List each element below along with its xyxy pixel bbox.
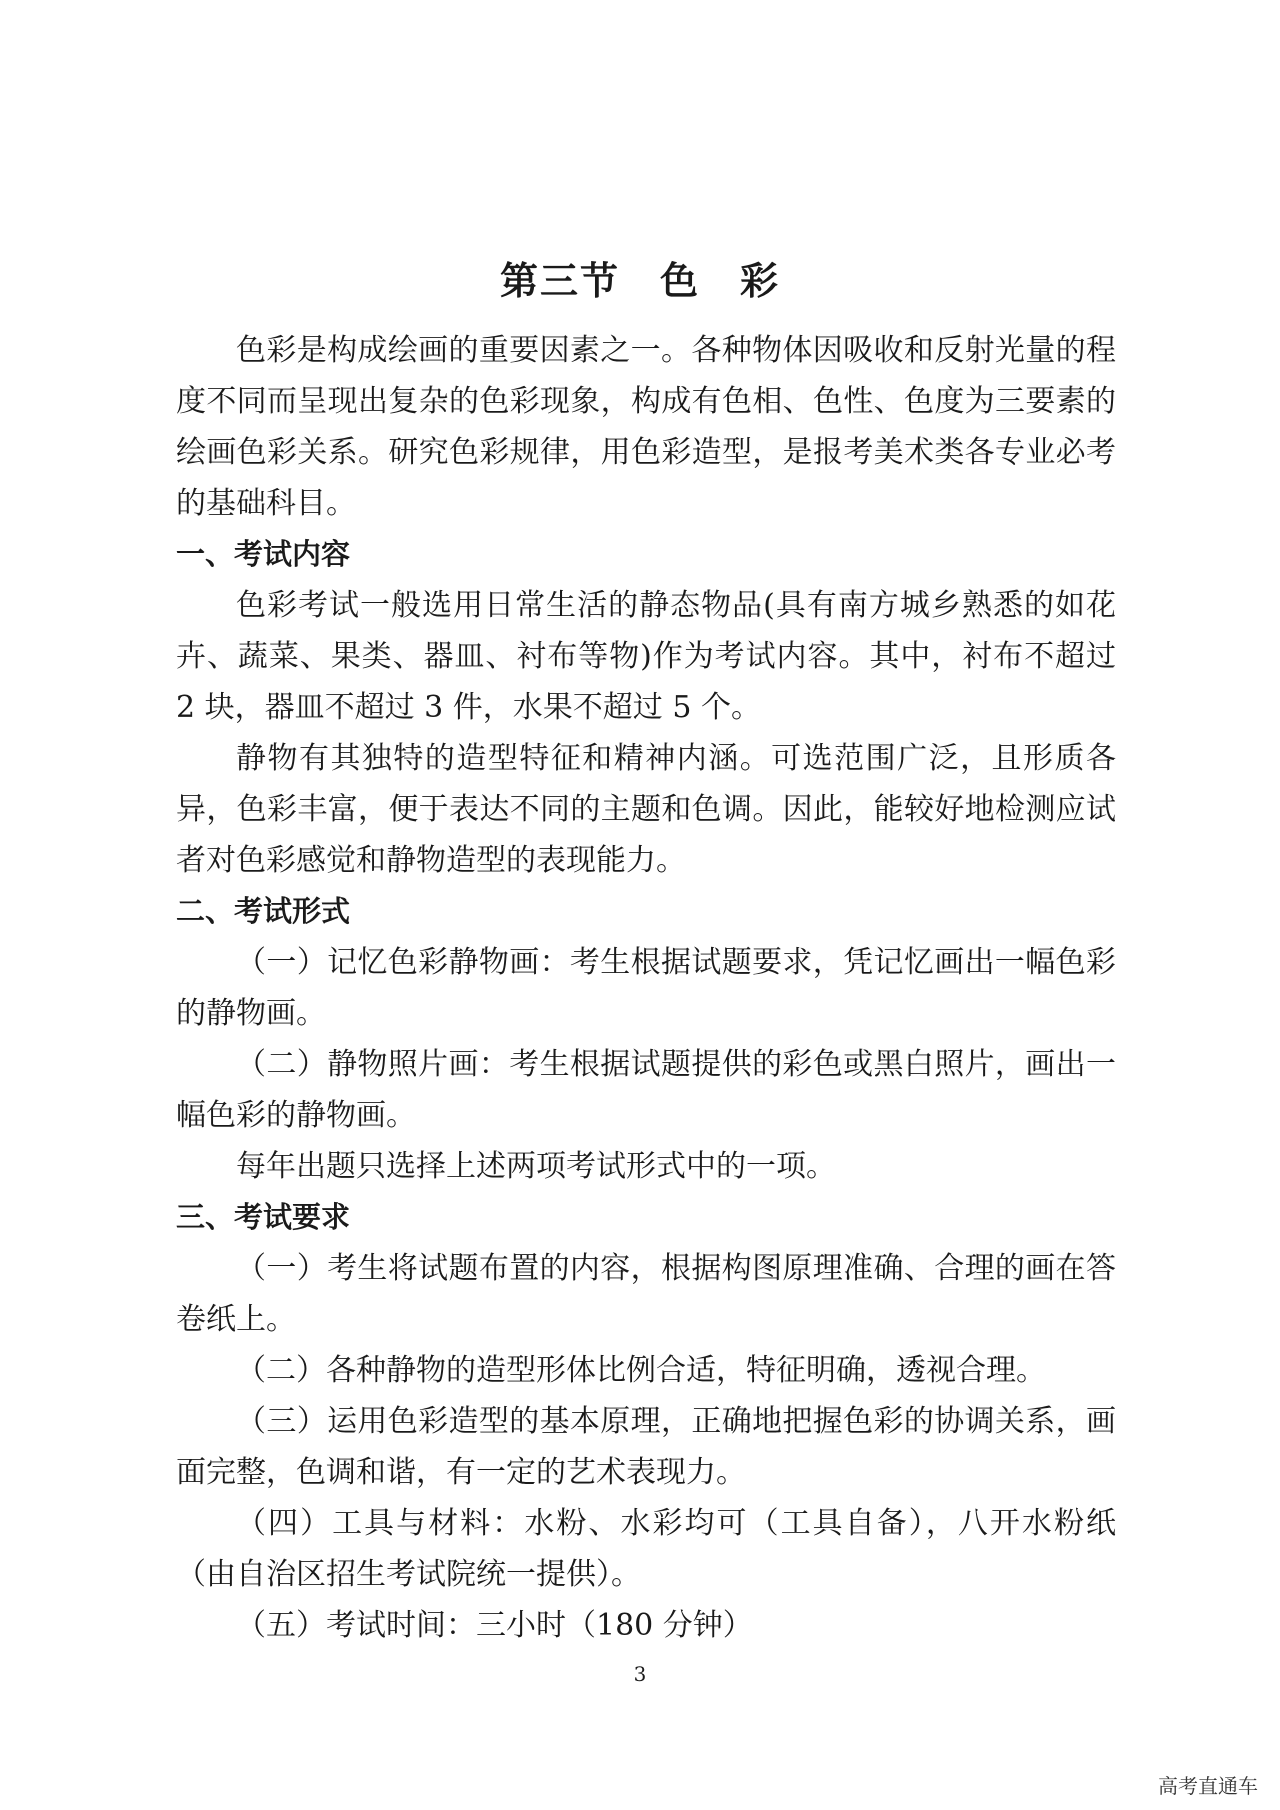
paragraph: （五）考试时间：三小时（180 分钟） [236,1608,753,1643]
paragraph: （一）记忆色彩静物画：考生根据试题要求，凭记忆画出一幅色彩的静物画。 [176,945,1116,1031]
paragraph: （二）各种静物的造型形体比例合适，特征明确，透视合理。 [236,1353,1046,1388]
paragraph: （四）工具与材料：水粉、水彩均可（工具自备），八开水粉纸（由自治区招生考试院统一提供）。 [176,1506,1116,1592]
paragraph: 静物有其独特的造型特征和精神内涵。可选范围广泛，且形质各异，色彩丰富，便于表达不同的主题和色调。因此，能较好地检测应试者对色彩感觉和静物造型的表现能力。 [176,741,1116,878]
paragraph: （三）运用色彩造型的基本原理，正确地把握色彩的协调关系，画面完整，色调和谐，有一定的艺术表现力。 [176,1404,1116,1490]
paragraph: 色彩考试一般选用日常生活的静态物品(具有南方城乡熟悉的如花卉、蔬菜、果类、器皿、衬布等物)作为考试内容。其中，衬布不超过 2 块，器皿不超过 3 件，水果不超过 5 个。 [176,588,1116,725]
document-body [176,325,1116,1651]
watermark: 高考直通车 [1158,1774,1258,1798]
page-title: 第三节 色 彩 [499,259,780,303]
intro-paragraph: 色彩是构成绘画的重要因素之一。各种物体因吸收和反射光量的程度不同而呈现出复杂的色彩现象，构成有色相、色性、色度为三要素的绘画色彩关系。研究色彩规律，用色彩造型，是报考美术类各专业必考的基础科目。 [176,333,1116,521]
section-heading-exam-format: 二、考试形式 [176,894,351,928]
paragraph: （二）静物照片画：考生根据试题提供的彩色或黑白照片，画出一幅色彩的静物画。 [176,1047,1116,1133]
paragraph: （一）考生将试题布置的内容，根据构图原理准确、合理的画在答卷纸上。 [176,1251,1116,1337]
section-heading-exam-requirements: 三、考试要求 [176,1200,351,1234]
paragraph: 每年出题只选择上述两项考试形式中的一项。 [236,1149,836,1184]
section-heading-exam-content: 一、考试内容 [176,537,351,571]
page-number: 3 [633,1662,647,1686]
